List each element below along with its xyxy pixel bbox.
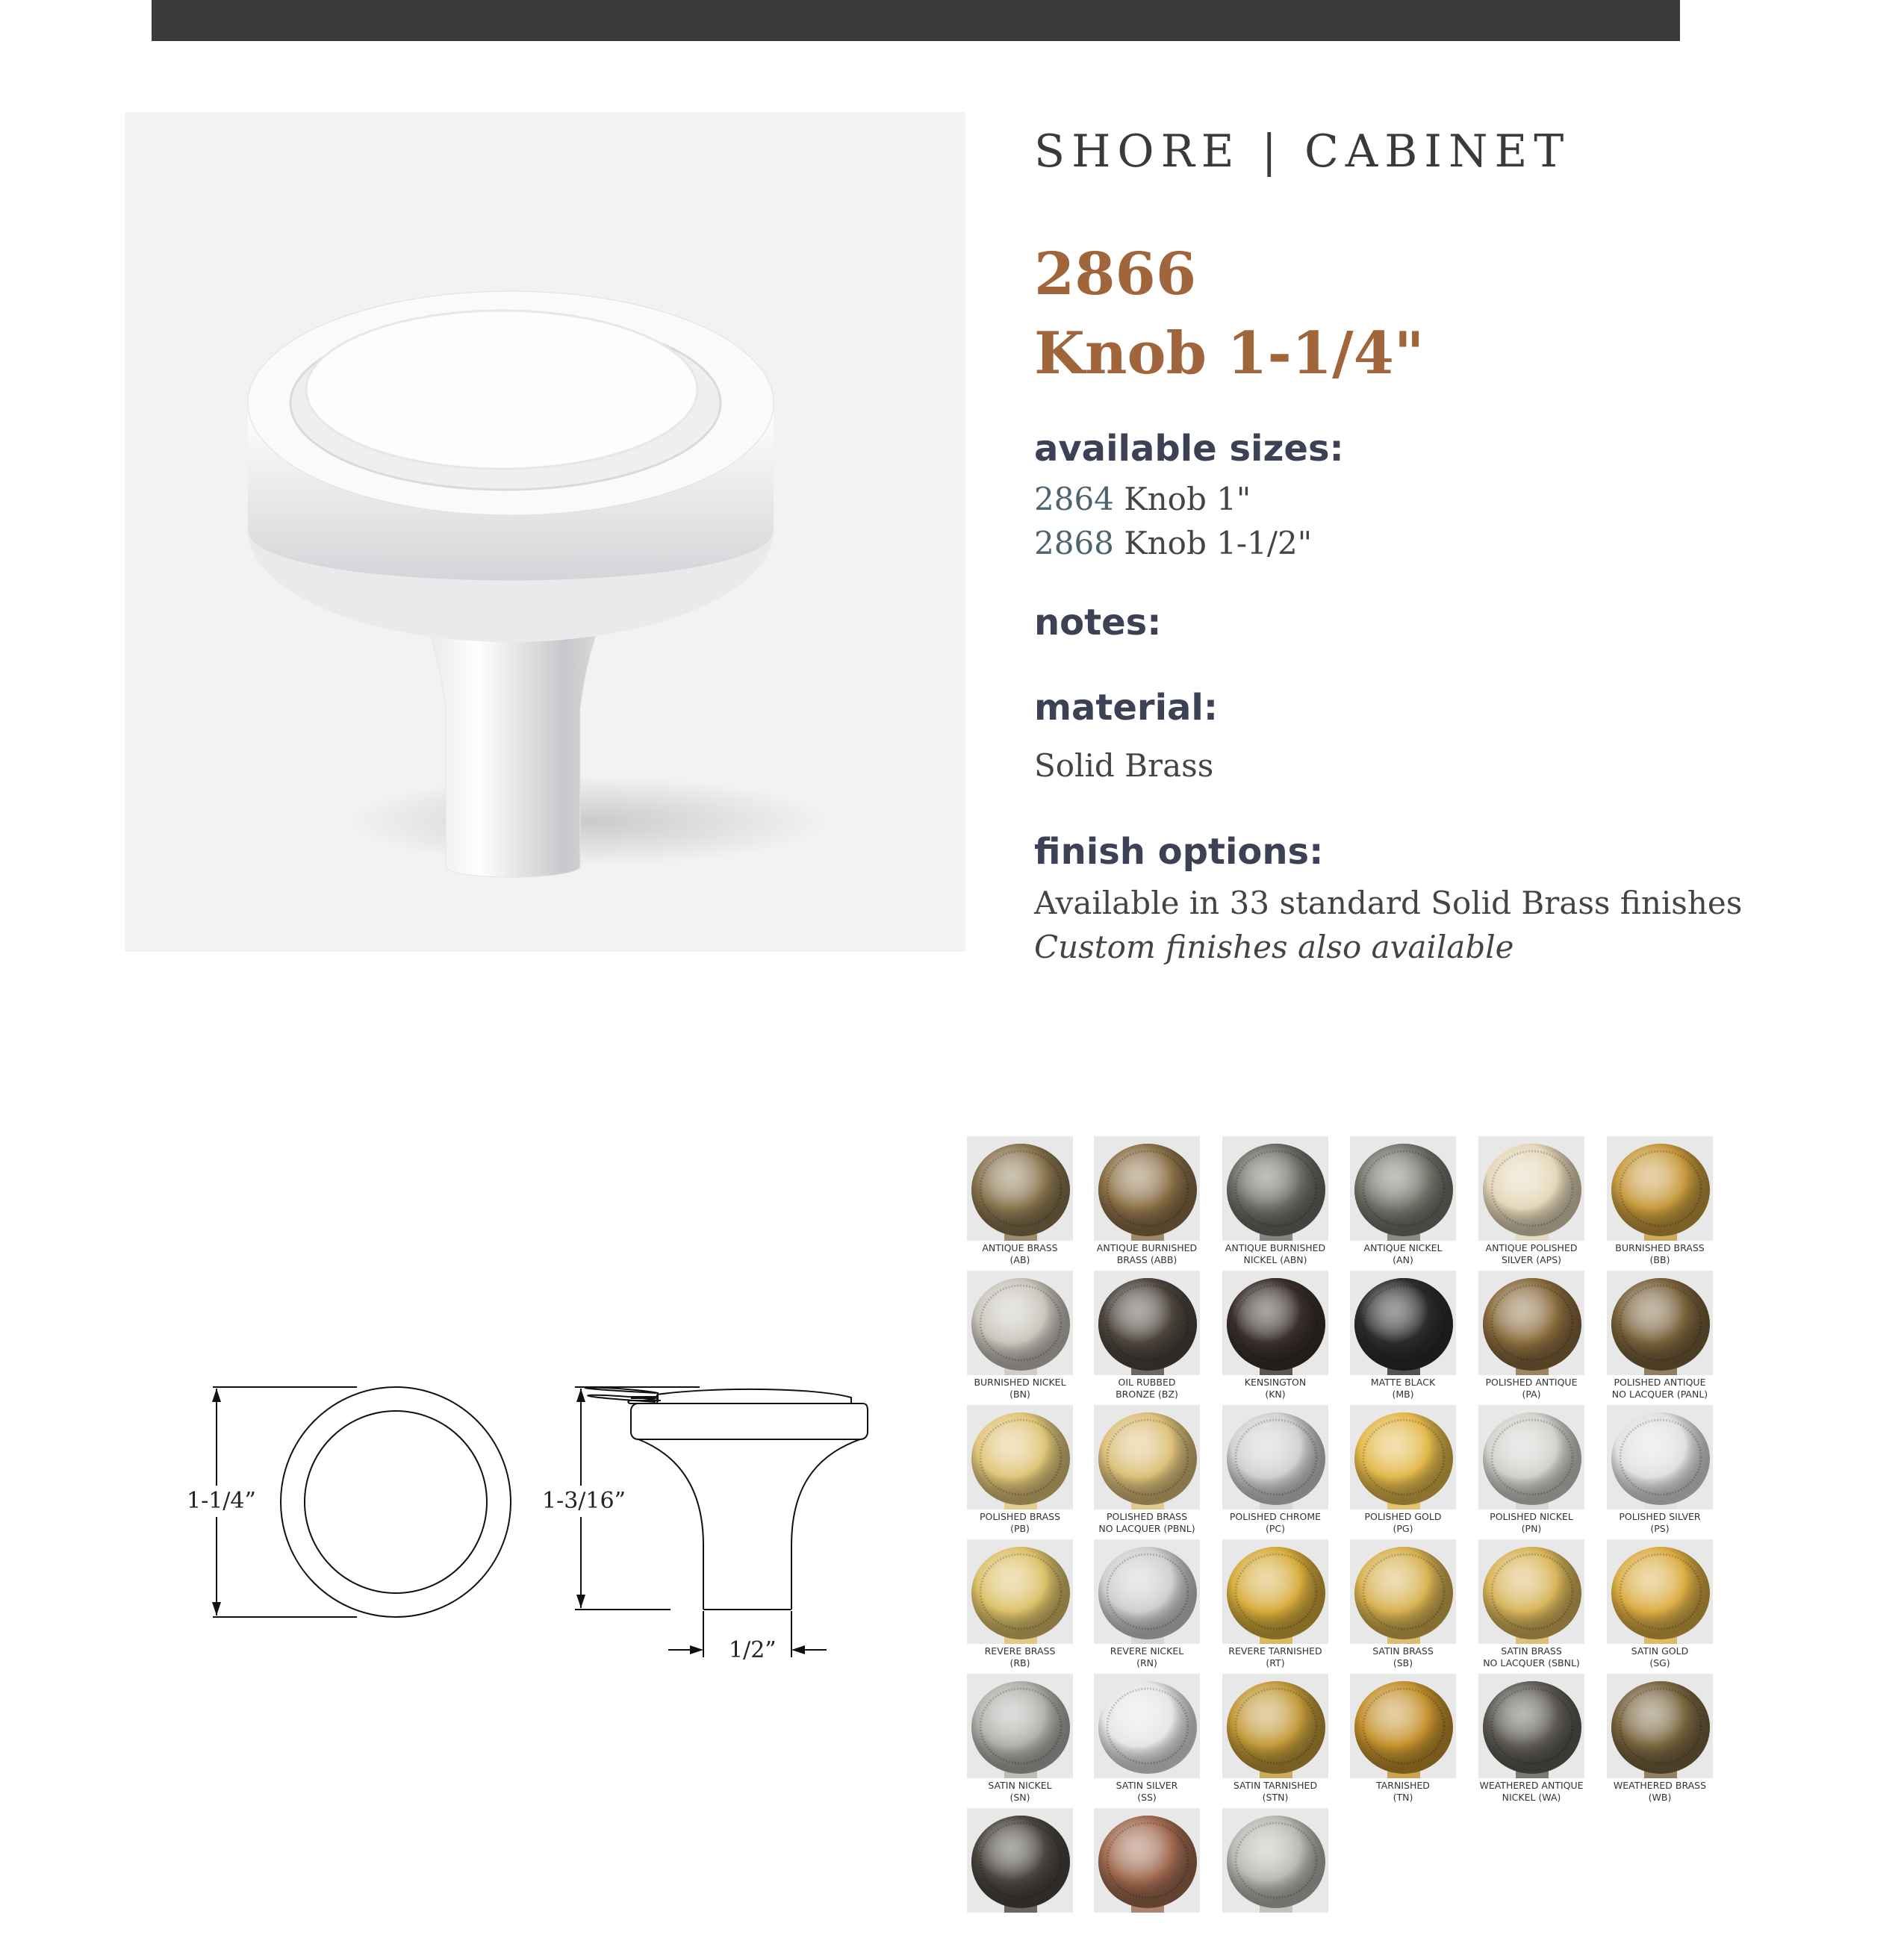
- finish-code: (KN): [1265, 1389, 1286, 1400]
- finish-swatch: [1350, 1271, 1456, 1403]
- height-label: 1-3/16”: [542, 1488, 626, 1514]
- finish-name: SATIN BRASS: [1501, 1645, 1562, 1657]
- size-item: [1034, 481, 1251, 517]
- finish-name: ANTIQUE BURNISHED: [1225, 1242, 1326, 1253]
- finish-code: NICKEL (ABN): [1243, 1254, 1307, 1265]
- finish-swatch: [1222, 1808, 1328, 1941]
- diameter-label: 1-1/4”: [187, 1488, 256, 1514]
- finish-code: (AN): [1393, 1254, 1413, 1265]
- finish-swatch-label: [1592, 1242, 1728, 1266]
- finish-swatch-image: [1094, 1136, 1200, 1241]
- finish-swatch-image: [1350, 1539, 1456, 1644]
- finish-swatch-image: [967, 1271, 1073, 1375]
- finish-code: BRASS (ABB): [1116, 1254, 1177, 1265]
- finish-name: SATIN SILVER: [1116, 1780, 1178, 1791]
- finish-swatch-image: [1222, 1674, 1328, 1778]
- finish-swatch: [1222, 1271, 1328, 1403]
- finish-name: SATIN BRASS: [1372, 1645, 1434, 1657]
- finish-swatch: [1350, 1539, 1456, 1672]
- finish-swatch-label: [952, 1645, 1088, 1669]
- finish-code: SILVER (APS): [1501, 1254, 1562, 1265]
- finish-name: OIL RUBBED: [1118, 1377, 1176, 1388]
- finish-code: (RB): [1009, 1657, 1030, 1669]
- finish-swatch-image: [1478, 1539, 1584, 1644]
- finish-swatch-image: [1222, 1271, 1328, 1375]
- finish-swatch: [1222, 1674, 1328, 1807]
- finish-swatch: [1222, 1136, 1328, 1269]
- header-bar: [152, 0, 1680, 41]
- finish-heading: finish options:: [1034, 831, 1324, 873]
- finish-swatch: [1607, 1674, 1713, 1807]
- finish-swatch-image: [1607, 1405, 1713, 1510]
- finish-swatch-image: [1094, 1808, 1200, 1913]
- finish-code: BRONZE (BZ): [1116, 1389, 1178, 1400]
- finish-swatch-image: [1607, 1674, 1713, 1778]
- finish-code: (RT): [1266, 1657, 1285, 1669]
- finish-swatch-label: [1592, 1780, 1728, 1804]
- finish-swatch: [1094, 1539, 1200, 1672]
- finish-swatch-image: [1222, 1808, 1328, 1913]
- size-code: 2864: [1034, 481, 1114, 517]
- finish-name: POLISHED BRASS: [1106, 1511, 1188, 1522]
- finish-swatch: [1478, 1539, 1584, 1672]
- brand-title: SHORE | CABINET: [1034, 125, 1571, 178]
- finish-swatch-image: [1222, 1405, 1328, 1510]
- finish-name: ANTIQUE BURNISHED: [1096, 1242, 1198, 1253]
- base-label: 1/2”: [729, 1637, 777, 1663]
- finish-swatch-label: [1463, 1780, 1599, 1804]
- finish-swatch: [967, 1808, 1073, 1941]
- finish-swatch-label: [1079, 1780, 1215, 1804]
- finish-swatch: [1350, 1674, 1456, 1807]
- finish-swatch-image: [1478, 1674, 1584, 1778]
- finish-swatch-image: [1478, 1405, 1584, 1510]
- finish-swatch-label: [1335, 1780, 1471, 1804]
- finish-code: (BB): [1649, 1254, 1670, 1265]
- product-photo: [125, 112, 965, 952]
- finish-swatch: [1478, 1136, 1584, 1269]
- finish-swatch: [1094, 1405, 1200, 1538]
- finish-swatch: [1478, 1405, 1584, 1538]
- finish-name: POLISHED CHROME: [1229, 1511, 1322, 1522]
- finish-name: KENSINGTON: [1244, 1377, 1307, 1388]
- finish-code: (PC): [1265, 1523, 1286, 1534]
- finish-swatch: [967, 1539, 1073, 1672]
- finish-swatch-label: [1592, 1377, 1728, 1401]
- finish-name: REVERE TARNISHED: [1228, 1645, 1322, 1657]
- finish-swatch-image: [967, 1136, 1073, 1241]
- finish-swatch: [1094, 1674, 1200, 1807]
- finish-name: POLISHED NICKEL: [1490, 1511, 1573, 1522]
- finish-swatch-image: [1094, 1405, 1200, 1510]
- finish-swatch-image: [1222, 1136, 1328, 1241]
- finish-swatch-image: [1350, 1405, 1456, 1510]
- finish-code: (SN): [1009, 1792, 1030, 1803]
- finish-swatch-image: [967, 1808, 1073, 1913]
- finish-name: SATIN TARNISHED: [1233, 1780, 1318, 1791]
- material-value: Solid Brass: [1034, 747, 1214, 784]
- finish-swatch-label: [1592, 1645, 1728, 1669]
- finish-swatch: [1478, 1674, 1584, 1807]
- finish-name: ANTIQUE POLISHED: [1485, 1242, 1578, 1253]
- product-name: Knob 1-1/4": [1034, 320, 1425, 387]
- size-item: [1034, 525, 1312, 561]
- finish-swatch-image: [1094, 1271, 1200, 1375]
- finish-swatch-label: [1207, 1645, 1343, 1669]
- finish-name: ANTIQUE BRASS: [982, 1242, 1058, 1253]
- finish-code: (WB): [1648, 1792, 1672, 1803]
- finish-swatch: [1478, 1271, 1584, 1403]
- finish-swatch-label: [1463, 1645, 1599, 1669]
- finish-swatch: [1350, 1136, 1456, 1269]
- finish-swatch-image: [967, 1674, 1073, 1778]
- finish-swatch-label: [1335, 1645, 1471, 1669]
- finish-code: (PA): [1522, 1389, 1541, 1400]
- finish-swatch: [1094, 1136, 1200, 1269]
- finish-code: NO LACQUER (PBNL): [1098, 1523, 1195, 1534]
- finish-code: (MB): [1392, 1389, 1414, 1400]
- finish-swatch-label: [1463, 1242, 1599, 1266]
- finish-swatch-label: [952, 1377, 1088, 1401]
- finish-code: (PS): [1650, 1523, 1670, 1534]
- finish-swatch-image: [1478, 1136, 1584, 1241]
- finish-swatch-label: [1335, 1511, 1471, 1535]
- finish-code: (PB): [1010, 1523, 1030, 1534]
- finish-swatch: [967, 1674, 1073, 1807]
- finish-swatch-label: [1207, 1242, 1343, 1266]
- finish-name: POLISHED BRASS: [979, 1511, 1061, 1522]
- finish-name: POLISHED GOLD: [1364, 1511, 1442, 1522]
- finish-swatch-label: [1592, 1511, 1728, 1535]
- finish-swatch: [1094, 1808, 1200, 1941]
- finish-code: NICKEL (WA): [1502, 1792, 1561, 1803]
- notes-heading: notes:: [1034, 602, 1162, 644]
- finish-swatch: [967, 1271, 1073, 1403]
- finish-swatch: [1222, 1405, 1328, 1538]
- finish-swatch-label: [1079, 1645, 1215, 1669]
- finish-name: REVERE BRASS: [984, 1645, 1056, 1657]
- finish-swatch: [1607, 1136, 1713, 1269]
- finish-swatch: [1094, 1271, 1200, 1403]
- finish-swatch: [967, 1405, 1073, 1538]
- finish-swatch: [1222, 1539, 1328, 1672]
- finish-name: SATIN GOLD: [1631, 1645, 1689, 1657]
- finish-code: (TN): [1393, 1792, 1413, 1803]
- finish-swatch-label: [952, 1242, 1088, 1266]
- finish-swatch-label: [952, 1511, 1088, 1535]
- finish-code: (PN): [1521, 1523, 1542, 1534]
- finish-swatch-label: [1079, 1242, 1215, 1266]
- size-name: Knob 1": [1124, 481, 1251, 517]
- finish-swatch: [1607, 1405, 1713, 1538]
- finish-code: (STN): [1262, 1792, 1289, 1803]
- finish-swatch-image: [967, 1539, 1073, 1644]
- finish-swatch-label: [1207, 1511, 1343, 1535]
- finish-code: (SS): [1137, 1792, 1157, 1803]
- finish-swatch-image: [1607, 1271, 1713, 1375]
- finish-swatch-image: [1222, 1539, 1328, 1644]
- finish-swatch-image: [1350, 1271, 1456, 1375]
- finish-swatch: [967, 1136, 1073, 1269]
- size-code: 2868: [1034, 525, 1114, 561]
- finish-name: WEATHERED ANTIQUE: [1479, 1780, 1584, 1791]
- finish-name: BURNISHED NICKEL: [974, 1377, 1066, 1388]
- finish-custom: Custom finishes also available: [1034, 929, 1514, 965]
- finish-name: POLISHED ANTIQUE: [1485, 1377, 1578, 1388]
- finish-standard: Available in 33 standard Solid Brass finishes: [1034, 885, 1743, 921]
- sizes-heading: available sizes:: [1034, 428, 1344, 470]
- finish-name: SATIN NICKEL: [988, 1780, 1052, 1791]
- material-heading: material:: [1034, 687, 1219, 729]
- finish-code: (RN): [1136, 1657, 1157, 1669]
- finish-code: NO LACQUER (PANL): [1611, 1389, 1708, 1400]
- finish-swatch-label: [1463, 1377, 1599, 1401]
- finish-swatch-label: [952, 1780, 1088, 1804]
- finish-swatch-label: [1207, 1780, 1343, 1804]
- finish-swatch: [1607, 1539, 1713, 1672]
- finish-name: REVERE NICKEL: [1110, 1645, 1184, 1657]
- finish-swatch-label: [1335, 1242, 1471, 1266]
- finish-name: POLISHED ANTIQUE: [1614, 1377, 1706, 1388]
- finish-swatch-image: [1094, 1539, 1200, 1644]
- finish-swatch-image: [1478, 1271, 1584, 1375]
- finish-swatch-image: [1607, 1539, 1713, 1644]
- finish-swatch-label: [1335, 1377, 1471, 1401]
- finish-swatch-image: [1094, 1674, 1200, 1778]
- finish-swatch-label: [1079, 1377, 1215, 1401]
- finish-swatch: [1350, 1405, 1456, 1538]
- finish-code: (PG): [1393, 1523, 1413, 1534]
- finish-swatch: [1607, 1271, 1713, 1403]
- finish-swatch-label: [1463, 1511, 1599, 1535]
- finish-code: (SG): [1649, 1657, 1670, 1669]
- finish-swatch-image: [1350, 1674, 1456, 1778]
- finish-code: (BN): [1009, 1389, 1030, 1400]
- finish-code: NO LACQUER (SBNL): [1483, 1657, 1580, 1669]
- finish-code: (SB): [1393, 1657, 1413, 1669]
- finish-name: BURNISHED BRASS: [1615, 1242, 1705, 1253]
- dimension-drawing: [172, 1359, 889, 1672]
- finish-swatch-image: [1607, 1136, 1713, 1241]
- finish-swatch-image: [1350, 1136, 1456, 1241]
- product-sku: 2866: [1034, 240, 1197, 308]
- finish-code: (AB): [1009, 1254, 1030, 1265]
- finish-swatch-label: [1207, 1377, 1343, 1401]
- size-name: Knob 1-1/2": [1124, 525, 1313, 561]
- finish-name: WEATHERED BRASS: [1613, 1780, 1707, 1791]
- finish-swatch-label: [1079, 1511, 1215, 1535]
- finish-name: POLISHED SILVER: [1619, 1511, 1701, 1522]
- finish-name: MATTE BLACK: [1370, 1377, 1436, 1388]
- finish-name: ANTIQUE NICKEL: [1363, 1242, 1443, 1253]
- finish-swatch-image: [967, 1405, 1073, 1510]
- finish-name: TARNISHED: [1376, 1780, 1430, 1791]
